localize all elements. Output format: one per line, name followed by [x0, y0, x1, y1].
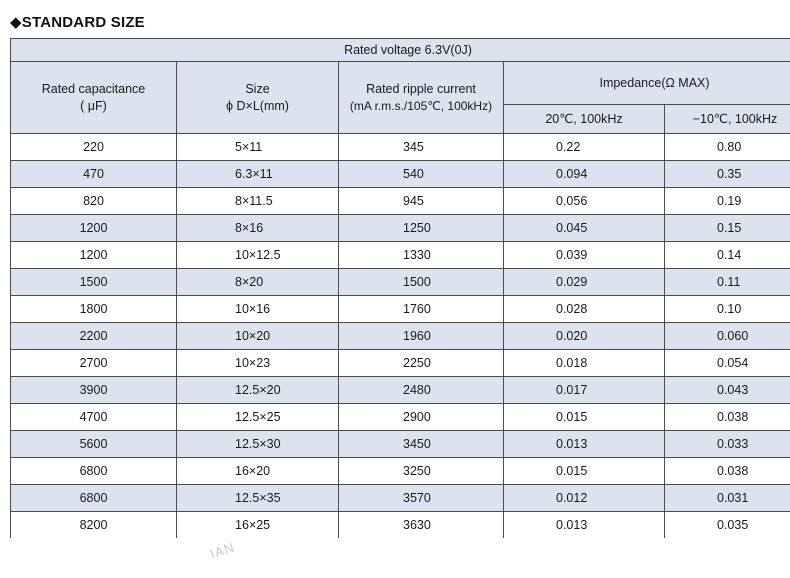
cell-impedance-minus10c: 0.19	[665, 188, 790, 215]
table-row	[11, 377, 790, 404]
cell-impedance-minus10c: 0.031	[665, 485, 790, 512]
cell-impedance-minus10c: 0.038	[665, 458, 790, 485]
cell-impedance-20c: 0.028	[504, 296, 665, 323]
cell-ripple: 1960	[339, 323, 504, 350]
cell-capacitance: 8200	[11, 512, 177, 539]
table-row	[11, 215, 790, 242]
cell-capacitance: 220	[11, 134, 177, 161]
standard-size-table	[10, 38, 790, 538]
cell-capacitance: 6800	[11, 485, 177, 512]
cell-impedance-20c: 0.012	[504, 485, 665, 512]
cell-size: 12.5×35	[177, 485, 339, 512]
cell-ripple: 945	[339, 188, 504, 215]
table-row	[11, 269, 790, 296]
cell-impedance-minus10c: 0.11	[665, 269, 790, 296]
cell-capacitance: 820	[11, 188, 177, 215]
header-capacitance-line2: ( μF)	[80, 98, 107, 113]
cell-size: 10×23	[177, 350, 339, 377]
cell-size: 8×20	[177, 269, 339, 296]
cell-impedance-20c: 0.015	[504, 404, 665, 431]
cell-ripple: 3250	[339, 458, 504, 485]
header-capacitance-line1: Rated capacitance	[41, 81, 146, 96]
cell-impedance-minus10c: 0.035	[665, 512, 790, 539]
table-row	[11, 161, 790, 188]
table-row	[11, 350, 790, 377]
cell-impedance-minus10c: 0.14	[665, 242, 790, 269]
header-impedance-minus10c: −10℃, 100kHz	[665, 105, 790, 134]
cell-size: 8×16	[177, 215, 339, 242]
cell-impedance-minus10c: 0.033	[665, 431, 790, 458]
cell-capacitance: 1200	[11, 215, 177, 242]
table-body	[11, 134, 790, 539]
cell-impedance-minus10c: 0.15	[665, 215, 790, 242]
table-row	[11, 431, 790, 458]
header-ripple-line1: Rated ripple current	[366, 81, 476, 96]
cell-ripple: 1760	[339, 296, 504, 323]
cell-impedance-20c: 0.094	[504, 161, 665, 188]
table-row	[11, 296, 790, 323]
cell-ripple: 540	[339, 161, 504, 188]
cell-impedance-20c: 0.013	[504, 512, 665, 539]
cell-ripple: 2480	[339, 377, 504, 404]
table-row	[11, 188, 790, 215]
cell-size: 10×20	[177, 323, 339, 350]
table-row	[11, 458, 790, 485]
cell-capacitance: 1800	[11, 296, 177, 323]
cell-impedance-20c: 0.020	[504, 323, 665, 350]
cell-capacitance: 1200	[11, 242, 177, 269]
cell-impedance-minus10c: 0.060	[665, 323, 790, 350]
cell-size: 8×11.5	[177, 188, 339, 215]
cell-size: 10×12.5	[177, 242, 339, 269]
cell-capacitance: 2200	[11, 323, 177, 350]
cell-impedance-minus10c: 0.054	[665, 350, 790, 377]
cell-impedance-minus10c: 0.038	[665, 404, 790, 431]
watermark: IAN	[208, 539, 237, 562]
cell-ripple: 2900	[339, 404, 504, 431]
cell-impedance-20c: 0.056	[504, 188, 665, 215]
section-heading: ◆STANDARD SIZE	[10, 14, 145, 31]
cell-impedance-20c: 0.015	[504, 458, 665, 485]
cell-capacitance: 4700	[11, 404, 177, 431]
standard-size-table-wrap	[10, 38, 790, 538]
cell-ripple: 3570	[339, 485, 504, 512]
cell-impedance-20c: 0.22	[504, 134, 665, 161]
cell-ripple: 1250	[339, 215, 504, 242]
cell-capacitance: 5600	[11, 431, 177, 458]
cell-ripple: 3630	[339, 512, 504, 539]
cell-impedance-20c: 0.045	[504, 215, 665, 242]
cell-size: 16×20	[177, 458, 339, 485]
cell-impedance-20c: 0.013	[504, 431, 665, 458]
cell-ripple: 2250	[339, 350, 504, 377]
header-size	[177, 62, 339, 134]
cell-impedance-minus10c: 0.80	[665, 134, 790, 161]
header-size-line1: Size	[245, 81, 270, 96]
cell-impedance-minus10c: 0.35	[665, 161, 790, 188]
cell-size: 12.5×20	[177, 377, 339, 404]
header-impedance: Impedance(Ω MAX)	[504, 62, 790, 105]
cell-capacitance: 6800	[11, 458, 177, 485]
cell-capacitance: 2700	[11, 350, 177, 377]
cell-capacitance: 470	[11, 161, 177, 188]
table-row	[11, 485, 790, 512]
cell-impedance-20c: 0.039	[504, 242, 665, 269]
cell-size: 16×25	[177, 512, 339, 539]
cell-size: 5×11	[177, 134, 339, 161]
cell-impedance-20c: 0.029	[504, 269, 665, 296]
cell-impedance-20c: 0.018	[504, 350, 665, 377]
cell-size: 12.5×25	[177, 404, 339, 431]
cell-size: 12.5×30	[177, 431, 339, 458]
header-ripple	[339, 62, 504, 134]
table-row	[11, 404, 790, 431]
cell-impedance-minus10c: 0.10	[665, 296, 790, 323]
table-row	[11, 134, 790, 161]
cell-capacitance: 1500	[11, 269, 177, 296]
cell-impedance-20c: 0.017	[504, 377, 665, 404]
header-size-line2: ϕ D×L(mm)	[226, 98, 289, 113]
cell-impedance-minus10c: 0.043	[665, 377, 790, 404]
cell-size: 6.3×11	[177, 161, 339, 188]
cell-ripple: 1330	[339, 242, 504, 269]
header-ripple-line2: (mA r.m.s./105℃, 100kHz)	[349, 98, 493, 113]
cell-ripple: 1500	[339, 269, 504, 296]
cell-capacitance: 3900	[11, 377, 177, 404]
table-row	[11, 242, 790, 269]
table-row	[11, 512, 790, 539]
cell-ripple: 345	[339, 134, 504, 161]
cell-ripple: 3450	[339, 431, 504, 458]
header-impedance-20c: 20℃, 100kHz	[504, 105, 665, 134]
table-title: Rated voltage 6.3V(0J)	[11, 39, 790, 62]
header-capacitance	[11, 62, 177, 134]
cell-size: 10×16	[177, 296, 339, 323]
table-row	[11, 323, 790, 350]
